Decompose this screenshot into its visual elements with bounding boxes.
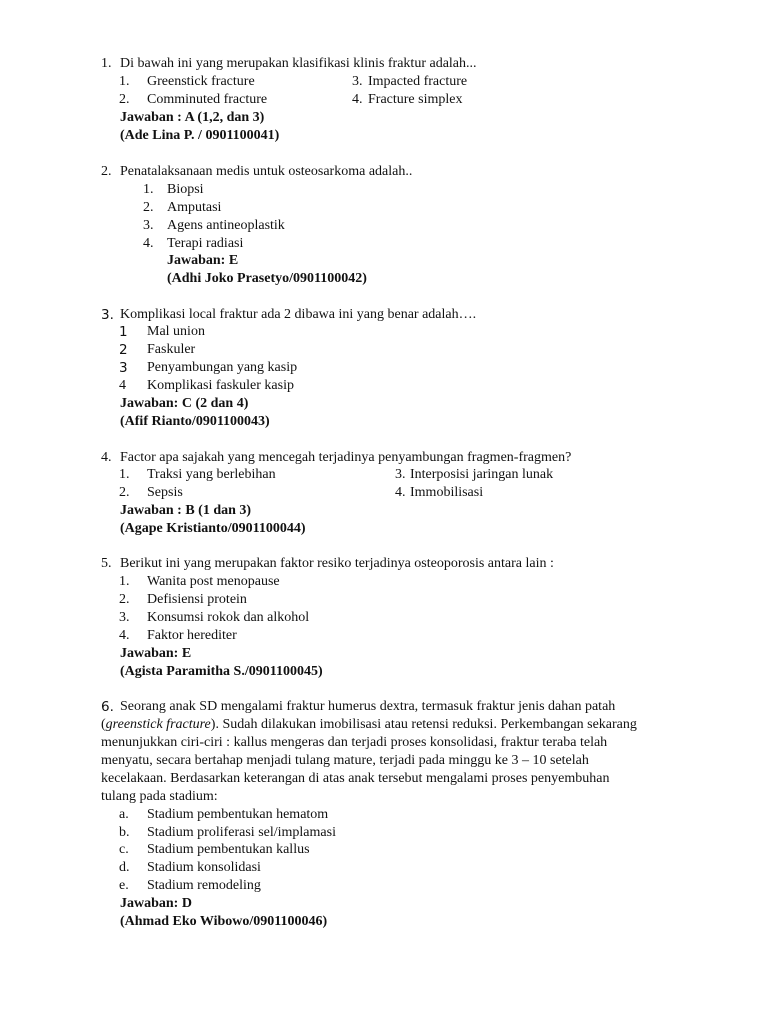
option-number: 4. [119,628,130,643]
option-text: Stadium pembentukan hematom [147,807,329,822]
question-number: 2. [101,164,112,179]
option-number: 2. [119,92,130,107]
answer-text: Jawaban : B (1 dan 3) [120,503,252,518]
italic-term: greenstick fracture [105,717,211,732]
question-number: 4. [101,450,112,465]
answer-text: Jawaban : A (1,2, dan 3) [120,110,265,125]
option-number: 4. [143,236,154,251]
question-text-line: menyatu, secara bertahap menjadi tulang mature, terjadi pada minggu ke 3 – 10 setelah [101,753,589,768]
option-text: Biopsi [167,182,204,197]
option-number: 2 [119,342,128,358]
option-number: 2. [119,592,130,607]
question-text-line: kecelakaan. Berdasarkan keterangan di atas anak tersebut mengalami proses penyembuhan [101,771,610,786]
option-number: 3. [143,218,154,233]
option-text: Stadium remodeling [147,878,261,893]
answer-text: Jawaban: E [167,253,239,268]
option-text: Wanita post menopause [147,574,280,589]
question-number: 3. [101,307,114,323]
option-number: 1. [143,182,154,197]
option-text: Immobilisasi [410,485,484,500]
option-number: 1. [119,467,130,482]
question-text: Berikut ini yang merupakan faktor resiko terjadinya osteoporosis antara lain : [120,556,554,571]
option-text: Stadium pembentukan kallus [147,842,310,857]
option-text: Amputasi [167,200,222,215]
option-text: Sepsis [147,485,183,500]
question-text-line: menunjukkan ciri-ciri : kallus mengeras dan terjadi proses konsolidasi, fraktur teraba telah [101,735,608,750]
option-letter: d. [119,860,130,875]
option-letter: c. [119,842,129,857]
option-text: Komplikasi faskuler kasip [147,378,294,393]
option-text: Terapi radiasi [167,236,244,251]
question-number: 1. [101,56,112,71]
answer-text: Jawaban: D [120,896,192,911]
option-text: Mal union [147,324,205,339]
question-text: Komplikasi local fraktur ada 2 dibawa ini yang benar adalah…. [120,307,477,322]
option-number: 2. [143,200,154,215]
author-text: (Agape Kristianto/0901100044) [120,521,306,536]
question-number: 6. [101,699,114,715]
option-number: 3. [119,610,130,625]
author-text: (Agista Paramitha S./0901100045) [120,664,323,679]
option-number: 4 [119,378,126,393]
option-text: Impacted fracture [368,74,468,89]
option-text: Stadium proliferasi sel/implamasi [147,825,336,840]
option-text: Faktor herediter [147,628,237,643]
option-text: Agens antineoplastik [167,218,285,233]
option-letter: a. [119,807,129,822]
author-text: (Ahmad Eko Wibowo/0901100046) [120,914,328,929]
question-text: Factor apa sajakah yang mencegah terjadinya penyambungan fragmen-fragmen? [120,450,572,465]
question-text: Penatalaksanaan medis untuk osteosarkoma adalah.. [120,164,413,179]
question-text-line: tulang pada stadium: [101,789,218,804]
question-text: Di bawah ini yang merupakan klasifikasi klinis fraktur adalah... [120,56,477,71]
option-number: 3 [119,360,128,376]
author-text: (Ade Lina P. / 0901100041) [120,128,280,143]
option-text: Traksi yang berlebihan [147,467,276,482]
option-letter: b. [119,825,130,840]
option-text: Defisiensi protein [147,592,247,607]
question-number: 5. [101,556,112,571]
option-number: 3. [395,467,406,482]
option-text: Fracture simplex [368,92,463,107]
option-text: Greenstick fracture [147,74,255,89]
option-text: Penyambungan yang kasip [147,360,298,375]
option-text: Konsumsi rokok dan alkohol [147,610,310,625]
option-text: Interposisi jaringan lunak [410,467,554,482]
option-number: 1. [119,574,130,589]
option-number: 4. [395,485,406,500]
option-number: 3. [352,74,363,89]
option-number: 4. [352,92,363,107]
option-letter: e. [119,878,129,893]
option-number: 1 [119,324,128,340]
question-text-line: Seorang anak SD mengalami fraktur humerus dextra, termasuk fraktur jenis dahan patah [120,699,616,714]
author-text: (Adhi Joko Prasetyo/0901100042) [167,271,367,286]
option-text: Stadium konsolidasi [147,860,261,875]
question-text-line: (greenstick fracture). Sudah dilakukan imobilisasi atau retensi reduksi. Perkembangan sekarang [101,717,637,732]
option-text: Faskuler [147,342,196,357]
option-number: 2. [119,485,130,500]
option-text: Comminuted fracture [147,92,268,107]
option-number: 1. [119,74,130,89]
answer-text: Jawaban: E [120,646,192,661]
answer-text: Jawaban: C (2 dan 4) [120,396,249,411]
author-text: (Afif Rianto/0901100043) [120,414,270,429]
